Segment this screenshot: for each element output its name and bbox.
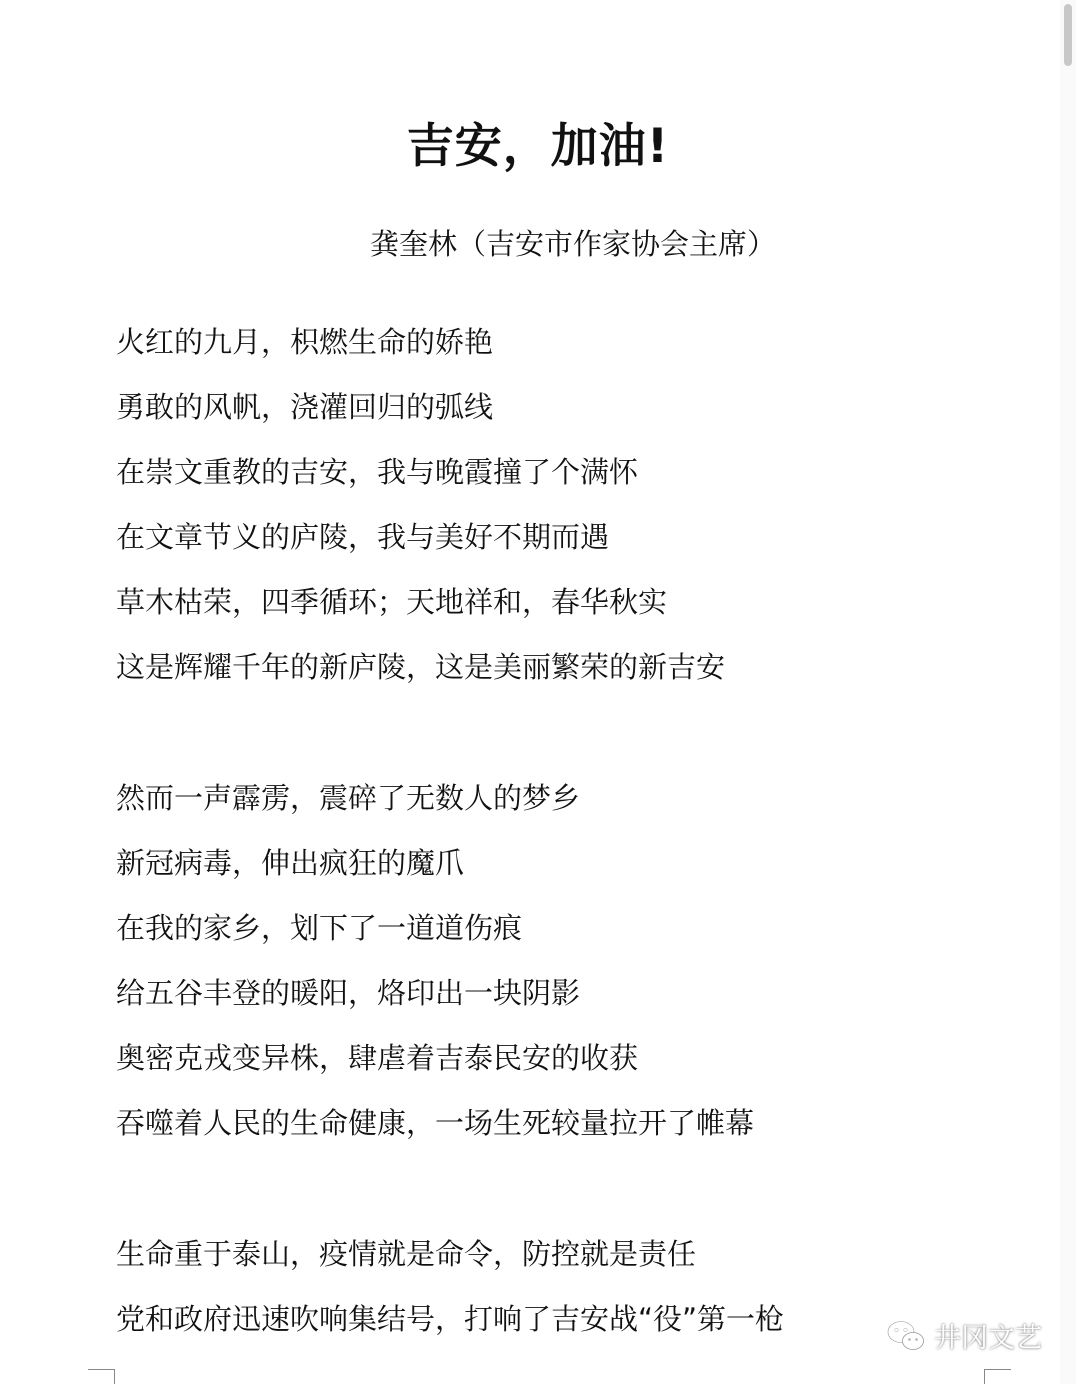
poem-line: 在文章节义的庐陵，我与美好不期而遇 [116,520,610,554]
poem-line: 党和政府迅速吹响集结号，打响了吉安战“役”第一枪 [116,1302,785,1336]
watermark [886,1316,1042,1355]
vertical-scrollbar[interactable] [1060,0,1076,1384]
poem-line: 勇敢的风帆，浇灌回归的弧线 [116,390,494,424]
poem-line: 新冠病毒，伸出疯狂的魔爪 [116,846,465,880]
poem-line: 这是辉耀千年的新庐陵，这是美丽繁荣的新吉安 [116,650,726,684]
poem-line: 生命重于泰山，疫情就是命令，防控就是责任 [116,1237,697,1271]
poem-line: 在我的家乡，划下了一道道伤痕 [116,911,523,945]
poem-line: 在崇文重教的吉安，我与晚霞撞了个满怀 [116,455,639,489]
poem-title: 吉安，加油! [406,119,670,174]
poem-author: 龚奎林（吉安市作家协会主席） [369,227,776,261]
poem-line: 吞噬着人民的生命健康，一场生死较量拉开了帷幕 [116,1106,755,1140]
page-corner-mark-left [88,1369,115,1384]
poem-line: 草木枯荣，四季循环；天地祥和，春华秋实 [116,585,668,619]
watermark-text: 井冈文艺 [934,1323,1042,1354]
scrollbar-thumb[interactable] [1064,4,1072,66]
poem-line: 火红的九月，枳燃生命的娇艳 [116,325,494,359]
poem-line: 奥密克戎变异株，肆虐着吉泰民安的收获 [116,1041,639,1075]
poem-line: 给五谷丰登的暖阳，烙印出一块阴影 [116,976,581,1010]
page-corner-mark-right [984,1369,1011,1384]
poem-line: 然而一声霹雳，震碎了无数人的梦乡 [116,781,581,815]
wechat-icon [886,1319,926,1353]
